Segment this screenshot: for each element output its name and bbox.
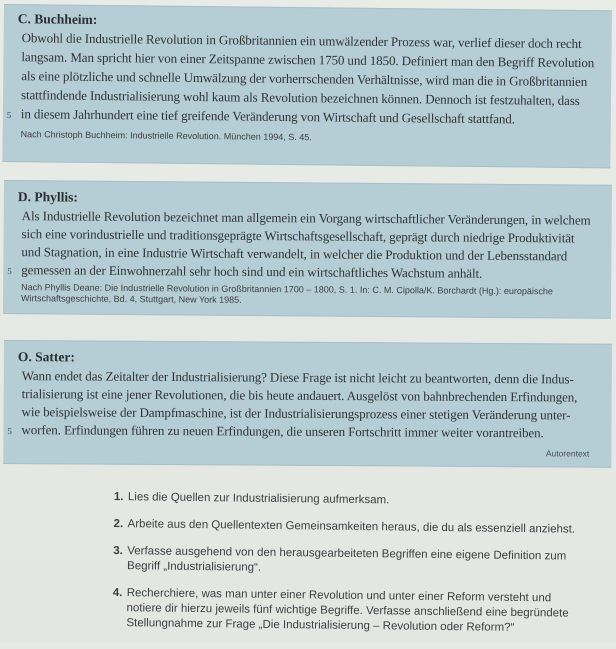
source-d-line-number: 5	[7, 266, 12, 277]
source-c-line-5: in diesem Jahrhundert eine tief greifende Veränderung von Wirtschaft und Gesellschaft stattfand.	[20, 106, 515, 127]
task-number: 1.	[113, 490, 124, 504]
source-c-line-number: 5	[6, 110, 12, 121]
source-o-box	[3, 340, 612, 468]
source-o-line-2: trialisierung ist eine jener Revolutionen, die bis heute andauert. Ausgelöst von bahnbrechenden Erfindungen,	[21, 386, 578, 405]
source-d-box	[3, 180, 612, 319]
task-text: Begriff „Industrialisierung“.	[126, 560, 262, 574]
source-o-line-3: wie beispielsweise der Dampfmaschine, ist der Industrialisierungsprozess einer stetigen Veränderung unter-	[21, 404, 571, 423]
task-text: notiere dir hierzu jeweils fünf wichtige Begriffe. Verfasse anschließend eine begründete	[126, 602, 569, 620]
source-c-line-2: langsam. Man spricht hier von einer Zeitspanne zwischen 1750 und 1850. Definiert man den Begriff Revolution	[21, 49, 595, 71]
source-d-citation-1: Nach Phyllis Deane: Die Industrielle Revolution in Großbritannien 1700 – 1800, S. 1. In: C. M. Cipolla/K. Borchardt (Hg.): europäische	[21, 282, 553, 297]
source-c-line-3: als eine plötzliche und schnelle Umwälzung der vorherrschenden Verhältnisse, wird man die in Großbritannien	[21, 68, 588, 90]
source-d-line-2: sich eine vorindustrielle und traditionsgeprägte Wirtschaftsgesellschaft, geprägt durch niedrige Produktivität	[21, 226, 575, 246]
source-c-line-4: stattfindende Industrialisierung wohl kaum als Revolution bezeichnen können. Dennoch ist festzuhalten, dass	[20, 87, 580, 109]
task-item	[113, 544, 609, 580]
task-item	[113, 517, 609, 538]
author-note: Autorentext	[545, 448, 590, 459]
source-c-citation: Nach Christoph Buchheim: Industrielle Revolution. München 1994, S. 45.	[20, 129, 312, 143]
source-d-line-3: und Stagnation, in eine Industrie Wirtschaft verwandelt, in welcher die Produktion und der Lebensstandard	[21, 244, 568, 264]
task-text: Verfasse ausgehend von den herausgearbeiteten Begriffen eine eigene Definition zum	[127, 545, 567, 563]
task-number: 2.	[113, 517, 124, 531]
task-text: Lies die Quellen zur Industrialisierung aufmerksam.	[127, 491, 390, 507]
source-c-line-1: Obwohl die Industrielle Revolution in Großbritannien ein umwälzender Prozess war, verlief dieser doch recht	[21, 30, 582, 52]
source-d-line-1: Als Industrielle Revolution bezeichnet man allgemein ein Vorgang wirtschaftlicher Veränderungen, in welchem	[21, 208, 591, 228]
source-o-line-4: worfen. Erfindungen führen zu neuen Erfindungen, die unseren Fortschritt immer weiter vorantreiben.	[21, 422, 544, 441]
task-item	[114, 490, 610, 511]
task-number: 3.	[113, 544, 123, 558]
source-d-citation-2: Wirtschaftsgeschichte, Bd. 4, Stuttgart, New York 1985.	[21, 293, 242, 305]
task-text: Arbeite aus den Quellentexten Gemeinsamkeiten heraus, die du als essenziell anziehst.	[127, 518, 576, 536]
source-c-heading: C. Buchheim:	[17, 11, 98, 27]
source-d-heading: D. Phyllis:	[17, 189, 78, 205]
task-text: Stellungnahme zur Frage „Die Industrialisierung – Revolution oder Reform?“	[126, 617, 515, 634]
source-o-heading: O. Satter:	[17, 349, 75, 365]
source-d-line-4: gemessen an der Einwohnerzahl sehr hoch sind und ein wirtschaftliches Wachstum anhält.	[21, 262, 483, 281]
task-item	[112, 586, 609, 637]
task-number: 4.	[112, 586, 123, 600]
source-c-box	[2, 4, 612, 168]
source-o-line-number: 5	[7, 426, 12, 437]
task-text: Recherchiere, was man unter einer Revolution und unter einer Reform versteht und	[126, 587, 552, 605]
source-o-line-1: Wann endet das Zeitalter der Industrialisierung? Diese Frage ist nicht leicht zu beantworten, denn die Indus-	[21, 368, 574, 387]
task-list	[112, 490, 610, 649]
